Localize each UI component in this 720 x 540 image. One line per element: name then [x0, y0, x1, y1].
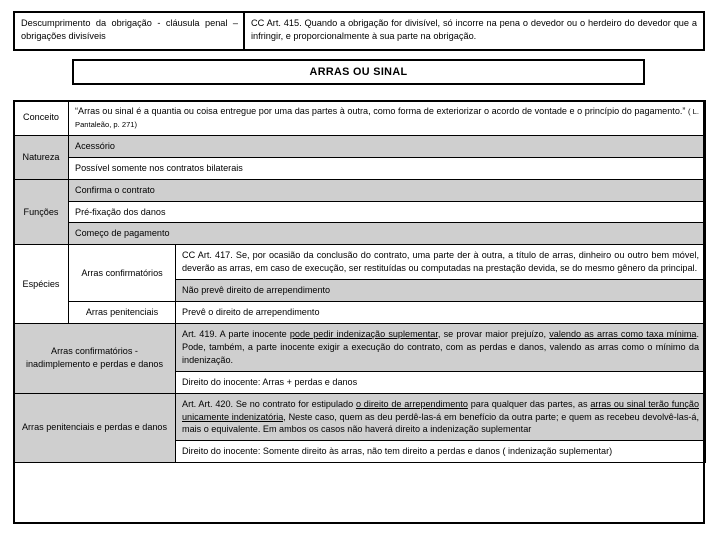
art-419-part-2: , se provar maior prejuízo,: [437, 328, 550, 339]
table-row: [14, 135, 706, 157]
label-funcoes: Funções: [14, 179, 69, 245]
art-420-underline-2: arras ou sinal terão função unicamente indenizatória,: [182, 398, 700, 422]
table-row: [14, 201, 706, 223]
art-420-underline-1: o direito de arrependimento: [355, 398, 468, 409]
especies-penitenciais-note: Prevê o direito de arrependimento: [176, 302, 706, 324]
art-419-underline-2: valendo as arras como taxa mínima: [549, 328, 697, 339]
art-420-text: [176, 393, 706, 441]
art-419-part-3: . Pode, também, a parte inocente exigir a execução do contrato, com as perdas e danos, valendo as arras como o mínimo da indenização.: [182, 328, 700, 365]
especies-confirmatorios-note: Não prevê direito de arrependimento: [176, 280, 706, 302]
label-conceito: Conceito: [14, 101, 69, 136]
top-reference-box: [13, 11, 705, 51]
conceito-quote: “Arras ou sinal é a quantia ou coisa entregue por uma das partes à outra, como forma de exteriorizar o acordo de vontade e o princípio do pagamento.”: [75, 106, 686, 116]
table-row: [14, 101, 706, 136]
top-box-right-cell: CC Art. 415. Quando a obrigação for divisível, só incorre na pena o devedor ou o herdeiro do devedor que a infringir, e proporcionalmente à sua parte na obrigação.: [251, 18, 697, 42]
confirmatorios-direito-inocente: Direito do inocente: Arras + perdas e danos: [176, 371, 706, 393]
arras-main-table: [13, 100, 706, 463]
label-especies: Espécies: [14, 245, 69, 324]
natureza-row-2: Possível somente nos contratos bilaterais: [69, 157, 706, 179]
art-419-part-1: Art. 419. A parte inocente: [182, 328, 290, 339]
especies-penitenciais-label: Arras penitenciais: [69, 302, 176, 324]
conceito-source: ( L. Pantaleão, p. 271): [75, 107, 700, 129]
conceito-content: [69, 101, 706, 136]
funcoes-row-2: Pré-fixação dos danos: [69, 201, 706, 223]
especies-confirmatorios-label: Arras confirmatórios: [69, 245, 176, 302]
table-row: [14, 157, 706, 179]
table-row: [14, 179, 706, 201]
art-419-text: [176, 323, 706, 371]
funcoes-row-3: Começo de pagamento: [69, 223, 706, 245]
art-420-part-2: para qualquer das partes, as: [467, 398, 591, 409]
funcoes-row-1: Confirma o contrato: [69, 179, 706, 201]
label-penitenciais-perdas: Arras penitenciais e perdas e danos: [14, 393, 176, 463]
label-confirmatorios-perdas: Arras confirmatórios - inadimplemento e perdas e danos: [14, 323, 176, 393]
art-419-underline-1: pode pedir indenização suplementar: [289, 328, 438, 339]
title-banner: [72, 59, 645, 85]
especies-confirmatorios-text: CC Art. 417. Se, por ocasião da conclusão do contrato, uma parte der à outra, a título de arras, dinheiro ou outro bem móvel, deverão as arras, em caso de execução, ser restituídas ou computadas na prestação devida, se do mesmo gênero da principal.: [176, 245, 706, 280]
natureza-row-1: Acessório: [69, 135, 706, 157]
table-row: [14, 323, 706, 371]
art-420-part-3: Neste caso, quem as deu perdê-las-á em benefício da outra parte; e quem as recebeu devolvê-las-á, mais o equivalente. Em ambos os casos não haverá direito a indenização suplementar: [182, 411, 700, 435]
top-box-left-cell: Descumprimento da obrigação - cláusula penal – obrigações divisíveis: [15, 13, 245, 49]
table-row: [14, 393, 706, 441]
label-natureza: Natureza: [14, 135, 69, 179]
table-row: [14, 245, 706, 280]
banner-title: ARRAS OU SINAL: [309, 66, 408, 78]
art-420-part-1: Art. Art. 420. Se no contrato for estipulado: [182, 398, 356, 409]
table-row: [14, 302, 706, 324]
table-row: [14, 223, 706, 245]
penitenciais-direito-inocente: Direito do inocente: Somente direito às arras, não tem direito a perdas e danos ( indenização suplementar): [176, 441, 706, 463]
